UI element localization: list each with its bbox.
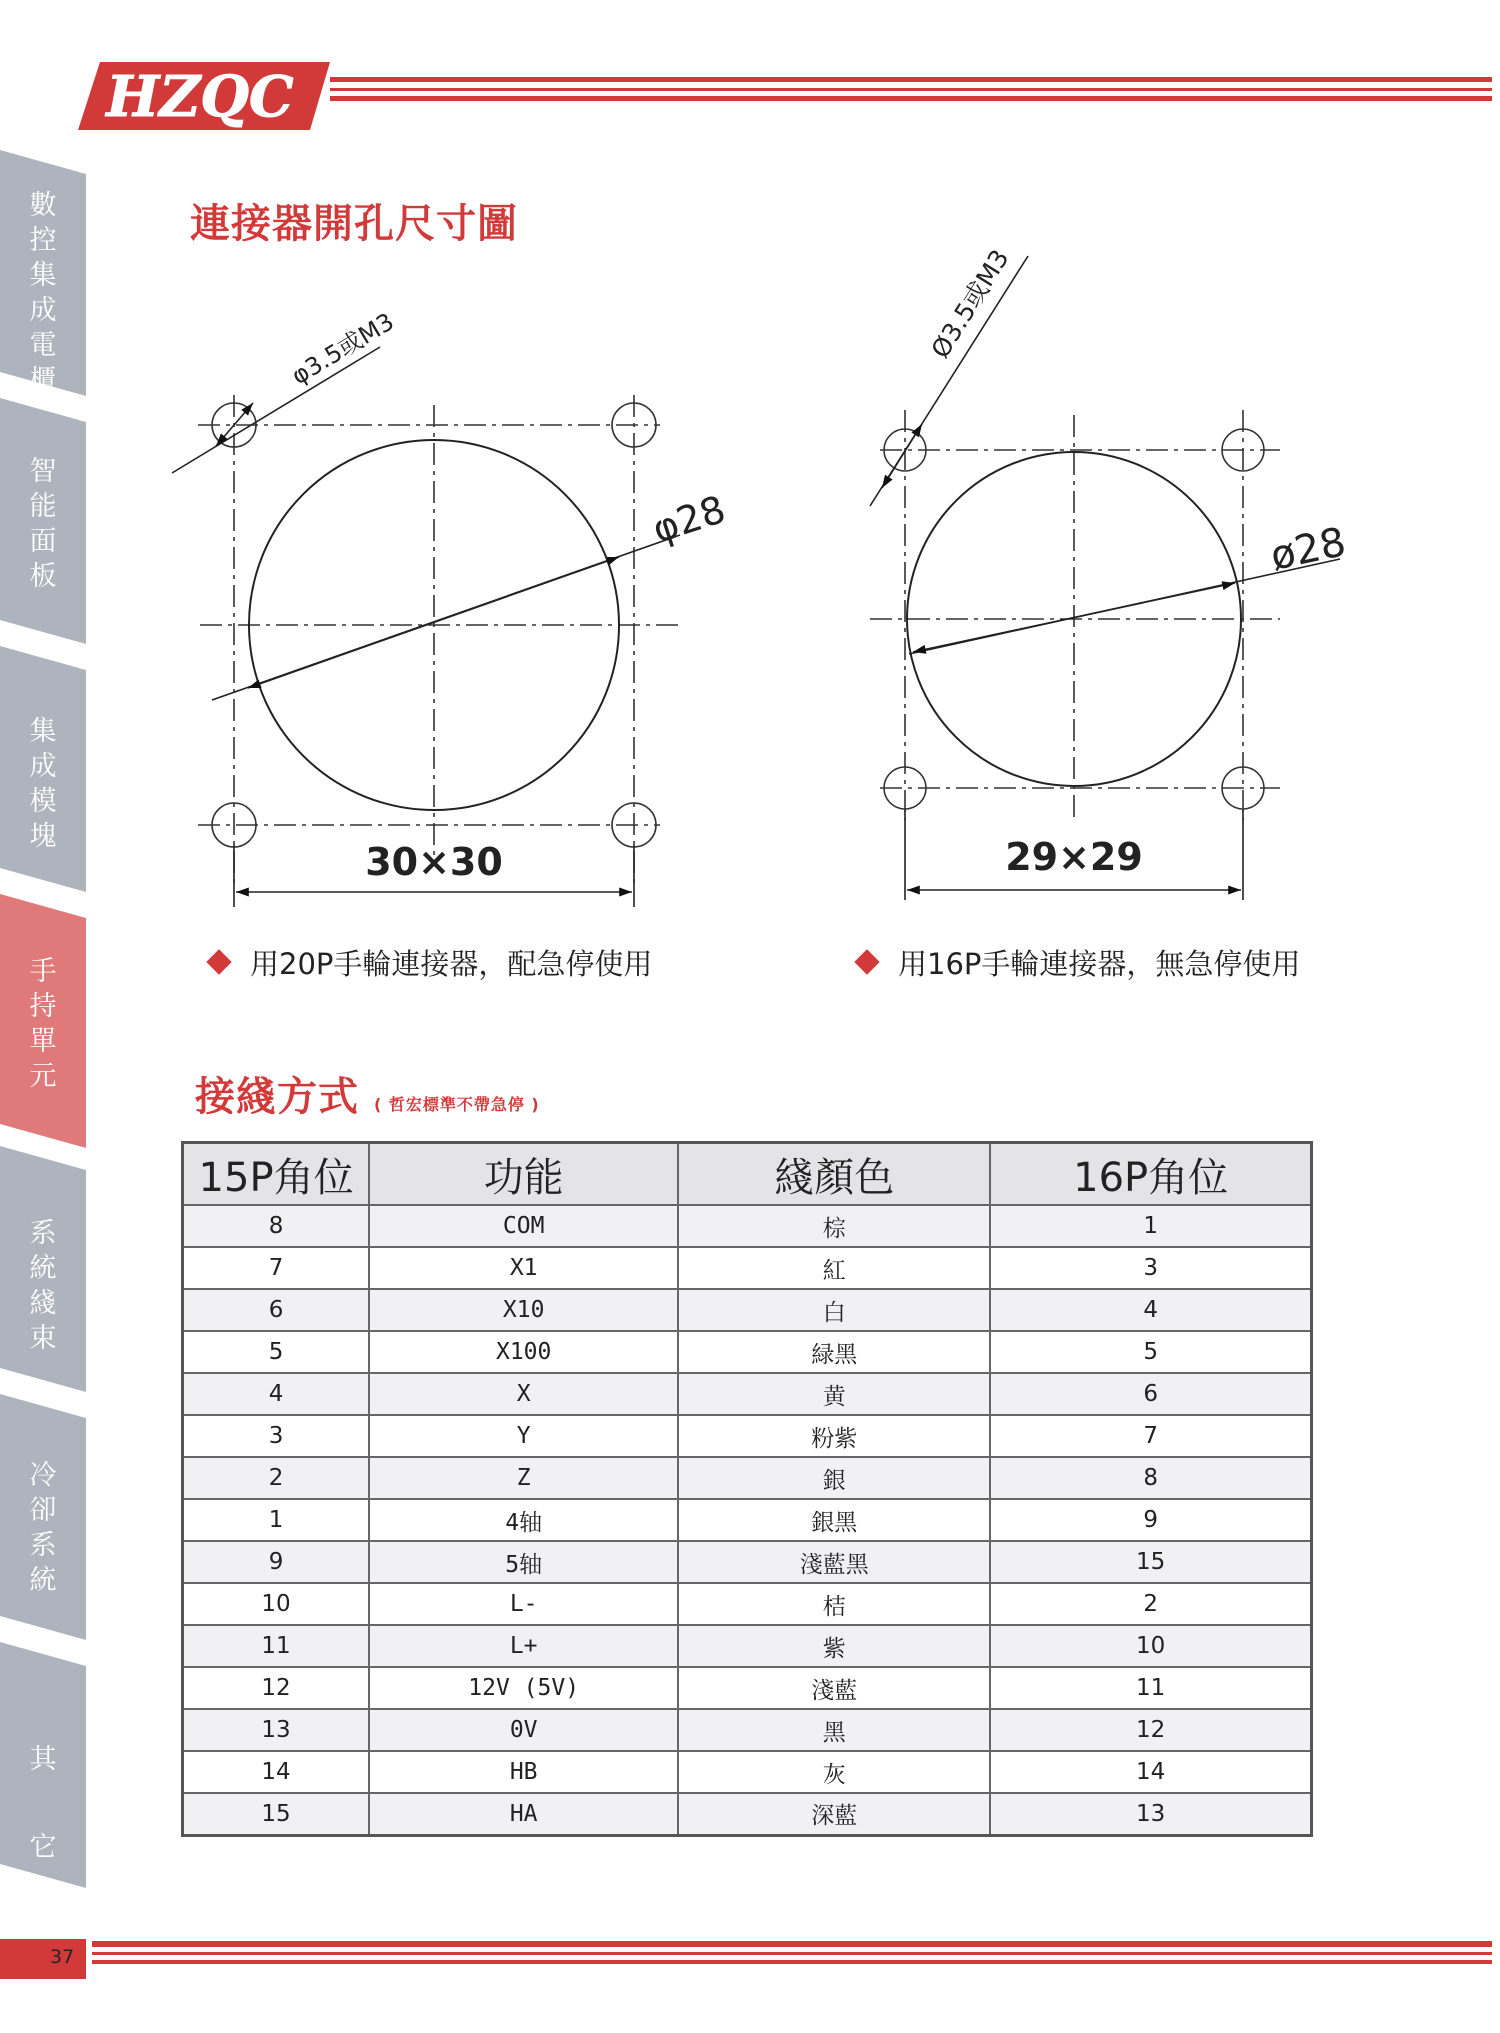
diameter-label-left: φ28 bbox=[647, 487, 731, 552]
cell-15p: 14 bbox=[183, 1751, 370, 1793]
cell-color: 灰 bbox=[678, 1751, 990, 1793]
table-row bbox=[183, 1457, 1312, 1499]
table-header-row bbox=[183, 1143, 1312, 1206]
hole-label-right: Ø3.5或M3 bbox=[925, 244, 1015, 364]
bullet-right-text: 用16P手輪連接器，無急停使用 bbox=[898, 947, 1301, 981]
sidebar-tab-label: 手持單元 bbox=[29, 956, 57, 1092]
table-row bbox=[183, 1541, 1312, 1583]
cell-function: 0V bbox=[369, 1709, 678, 1751]
cell-function: L- bbox=[369, 1583, 678, 1625]
sidebar-tab-label: 冷卻系統 bbox=[29, 1460, 57, 1596]
table-row bbox=[183, 1793, 1312, 1835]
header-wire-color: 綫顏色 bbox=[678, 1143, 990, 1206]
table-row bbox=[183, 1499, 1312, 1541]
cell-color: 淺藍黑 bbox=[678, 1541, 990, 1583]
cell-16p: 9 bbox=[990, 1499, 1311, 1541]
cell-function: COM bbox=[369, 1205, 678, 1247]
cell-color: 紫 bbox=[678, 1625, 990, 1667]
table-row bbox=[183, 1667, 1312, 1709]
wiring-table bbox=[181, 1141, 1313, 1837]
cell-16p: 14 bbox=[990, 1751, 1311, 1793]
table-row bbox=[183, 1583, 1312, 1625]
header-line-bottom bbox=[330, 96, 1492, 101]
cell-15p: 11 bbox=[183, 1625, 370, 1667]
sidebar-tab-label: 智能面板 bbox=[29, 456, 57, 592]
hole-label-left: φ3.5或M3 bbox=[286, 307, 399, 391]
cell-function: 4轴 bbox=[369, 1499, 678, 1541]
cell-16p: 10 bbox=[990, 1625, 1311, 1667]
footer-line-mid bbox=[92, 1952, 1492, 1955]
wiring-title-text: 接綫方式 bbox=[195, 1074, 359, 1120]
table-row bbox=[183, 1247, 1312, 1289]
cell-color: 深藍 bbox=[678, 1793, 990, 1835]
cell-16p: 5 bbox=[990, 1331, 1311, 1373]
cell-color: 粉紫 bbox=[678, 1415, 990, 1457]
cell-16p: 4 bbox=[990, 1289, 1311, 1331]
cell-function: X1 bbox=[369, 1247, 678, 1289]
size-label-right: 29×29 bbox=[1005, 835, 1143, 879]
cell-color: 黑 bbox=[678, 1709, 990, 1751]
logo-text: HZQC bbox=[106, 64, 294, 130]
cell-16p: 13 bbox=[990, 1793, 1311, 1835]
cell-16p: 11 bbox=[990, 1667, 1311, 1709]
sidebar-tab-label: 系統綫束 bbox=[29, 1218, 57, 1354]
cell-color: 淺藍 bbox=[678, 1667, 990, 1709]
sidebar-tab-label: 集成模塊 bbox=[29, 716, 57, 852]
cell-16p: 6 bbox=[990, 1373, 1311, 1415]
sidebar-tab-label: 數控集成電櫃 bbox=[29, 190, 57, 396]
table-row bbox=[183, 1289, 1312, 1331]
diamond-bullet-icon bbox=[206, 949, 231, 974]
table-row bbox=[183, 1415, 1312, 1457]
cell-15p: 4 bbox=[183, 1373, 370, 1415]
cell-function: X10 bbox=[369, 1289, 678, 1331]
sidebar-tab-label: 其它 bbox=[29, 1744, 57, 1863]
cell-function: HB bbox=[369, 1751, 678, 1793]
sidebar-tab-cnc-cabinet[interactable] bbox=[0, 150, 86, 396]
table-row bbox=[183, 1751, 1312, 1793]
table-row bbox=[183, 1373, 1312, 1415]
cell-color: 白 bbox=[678, 1289, 990, 1331]
cell-function: L+ bbox=[369, 1625, 678, 1667]
bullet-left bbox=[210, 942, 652, 983]
footer-line-bottom bbox=[92, 1960, 1492, 1964]
cell-color: 桔 bbox=[678, 1583, 990, 1625]
header-function: 功能 bbox=[369, 1143, 678, 1206]
table-row bbox=[183, 1709, 1312, 1751]
cell-16p: 2 bbox=[990, 1583, 1311, 1625]
cell-color: 棕 bbox=[678, 1205, 990, 1247]
bullet-left-text: 用20P手輪連接器，配急停使用 bbox=[250, 947, 653, 981]
cell-15p: 2 bbox=[183, 1457, 370, 1499]
cell-function: 5轴 bbox=[369, 1541, 678, 1583]
table-row bbox=[183, 1625, 1312, 1667]
cell-15p: 13 bbox=[183, 1709, 370, 1751]
diameter-label-right: ø28 bbox=[1266, 519, 1350, 580]
cell-color: 銀黑 bbox=[678, 1499, 990, 1541]
cell-function: Y bbox=[369, 1415, 678, 1457]
diamond-bullet-icon bbox=[854, 949, 879, 974]
hzqc-logo bbox=[78, 60, 330, 132]
cell-15p: 9 bbox=[183, 1541, 370, 1583]
page-number: 37 bbox=[50, 1946, 75, 1968]
sidebar-tab-smart-panel[interactable] bbox=[0, 398, 86, 644]
header-line-top bbox=[330, 77, 1492, 82]
cell-15p: 8 bbox=[183, 1205, 370, 1247]
cell-function: Z bbox=[369, 1457, 678, 1499]
cell-function: HA bbox=[369, 1793, 678, 1835]
wiring-subtitle: ( 哲宏標準不帶急停 ) bbox=[373, 1095, 540, 1114]
cell-15p: 6 bbox=[183, 1289, 370, 1331]
cell-15p: 12 bbox=[183, 1667, 370, 1709]
cutout-diagram-right bbox=[800, 240, 1360, 910]
sidebar-tab-modules[interactable] bbox=[0, 646, 86, 892]
table-row bbox=[183, 1331, 1312, 1373]
cell-color: 銀 bbox=[678, 1457, 990, 1499]
cell-15p: 15 bbox=[183, 1793, 370, 1835]
cell-15p: 5 bbox=[183, 1331, 370, 1373]
cell-16p: 1 bbox=[990, 1205, 1311, 1247]
cutout-diagram-left bbox=[160, 285, 760, 915]
sidebar-tab-harness[interactable] bbox=[0, 1146, 86, 1392]
cell-16p: 12 bbox=[990, 1709, 1311, 1751]
cell-15p: 3 bbox=[183, 1415, 370, 1457]
cell-15p: 1 bbox=[183, 1499, 370, 1541]
table-row bbox=[183, 1205, 1312, 1247]
cell-15p: 10 bbox=[183, 1583, 370, 1625]
cell-16p: 15 bbox=[990, 1541, 1311, 1583]
wiring-section-title bbox=[195, 1065, 540, 1122]
cell-color: 黄 bbox=[678, 1373, 990, 1415]
sidebar-tab-other[interactable] bbox=[0, 1642, 86, 1888]
header-15p-pin: 15P角位 bbox=[183, 1143, 370, 1206]
cell-function: X bbox=[369, 1373, 678, 1415]
cell-color: 紅 bbox=[678, 1247, 990, 1289]
size-label-left: 30×30 bbox=[365, 840, 503, 884]
cell-16p: 8 bbox=[990, 1457, 1311, 1499]
footer-line-top bbox=[92, 1941, 1492, 1947]
cell-16p: 7 bbox=[990, 1415, 1311, 1457]
header-line-mid bbox=[330, 88, 1492, 91]
cell-function: X100 bbox=[369, 1331, 678, 1373]
sidebar-tab-cooling[interactable] bbox=[0, 1394, 86, 1640]
cell-function: 12V (5V) bbox=[369, 1667, 678, 1709]
cell-color: 緑黑 bbox=[678, 1331, 990, 1373]
header-16p-pin: 16P角位 bbox=[990, 1143, 1311, 1206]
cutout-section-title: 連接器開孔尺寸圖 bbox=[190, 201, 518, 247]
bullet-right bbox=[858, 942, 1300, 983]
cell-16p: 3 bbox=[990, 1247, 1311, 1289]
cell-15p: 7 bbox=[183, 1247, 370, 1289]
sidebar-tab-handheld-unit[interactable] bbox=[0, 894, 86, 1148]
